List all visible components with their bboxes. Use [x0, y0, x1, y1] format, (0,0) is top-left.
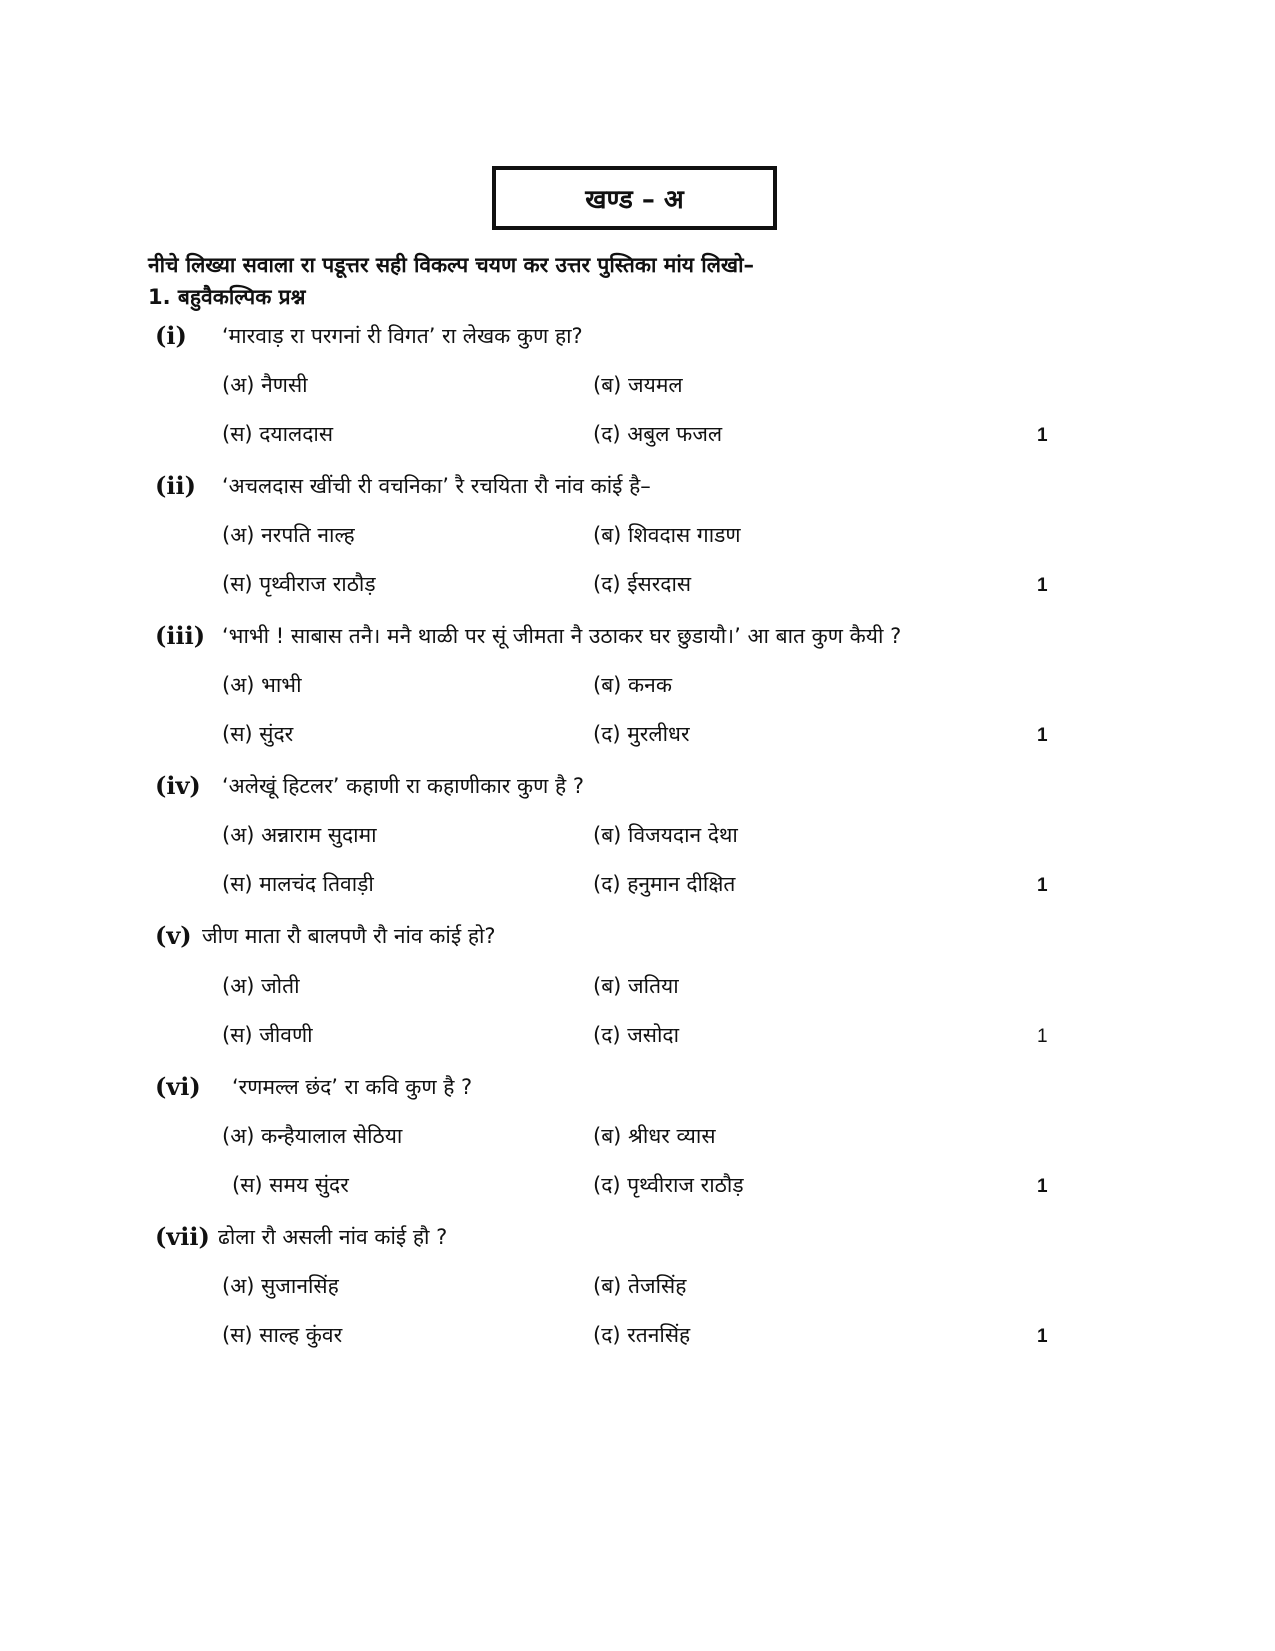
option-a: (अ) नरपति नाल्ह: [222, 523, 355, 547]
option-c: (स) मालचंद तिवाड़ी: [222, 872, 374, 896]
option-a: (अ) अन्नाराम सुदामा: [222, 823, 377, 847]
option-d: (द) अबुल फजल: [593, 422, 723, 446]
question-text: ‘रणमल्ल छंद’ रा कवि कुण है ?: [232, 1075, 473, 1099]
option-a: (अ) कन्हैयालाल सेठिया: [222, 1124, 403, 1148]
question-number: (iii): [155, 621, 206, 650]
sub-heading: 1. बहुवैकल्पिक प्रश्न: [148, 285, 306, 309]
option-d: (द) हनुमान दीक्षित: [593, 872, 736, 896]
option-c: (स) साल्ह कुंवर: [222, 1323, 343, 1347]
option-b: (ब) तेजसिंह: [593, 1274, 687, 1298]
option-d: (द) पृथ्वीराज राठौड़: [593, 1173, 744, 1197]
option-b: (ब) जतिया: [593, 974, 679, 998]
option-b: (ब) श्रीधर व्यास: [593, 1124, 716, 1148]
option-a: (अ) सुजानसिंह: [222, 1274, 339, 1298]
option-c: (स) समय सुंदर: [232, 1173, 349, 1197]
option-d: (द) ईसरदास: [593, 572, 692, 596]
marks: 1: [1037, 575, 1048, 596]
marks: 1: [1037, 1326, 1048, 1347]
option-b: (ब) जयमल: [593, 373, 683, 397]
question-number: (vi): [155, 1072, 201, 1101]
question-text: ‘मारवाड़ रा परगनां री विगत’ रा लेखक कुण हा?: [222, 324, 583, 348]
question-number: (iv): [155, 771, 201, 800]
question-text: ‘अलेखूं हिटलर’ कहाणी रा कहाणीकार कुण है ?: [222, 774, 585, 798]
question-number: (vii): [155, 1222, 210, 1251]
option-d: (द) मुरलीधर: [593, 722, 690, 746]
option-b: (ब) विजयदान देथा: [593, 823, 738, 847]
option-d: (द) रतनसिंह: [593, 1323, 691, 1347]
marks: 1: [1037, 1026, 1048, 1047]
marks: 1: [1037, 425, 1048, 446]
instruction-text: नीचे लिख्या सवाला रा पडूत्तर सही विकल्प चयण कर उत्तर पुस्तिका मांय लिखो–: [148, 253, 755, 277]
marks: 1: [1037, 725, 1048, 746]
option-a: (अ) जोती: [222, 974, 300, 998]
question-text: ‘भाभी ! साबास तनै। मनै थाळी पर सूं जीमता नै उठाकर घर छुडायौ।’ आ बात कुण कैयी ?: [222, 624, 902, 648]
option-c: (स) दयालदास: [222, 422, 334, 446]
marks: 1: [1037, 1176, 1048, 1197]
option-d: (द) जसोदा: [593, 1023, 680, 1047]
question-number: (v): [155, 921, 192, 950]
question-number: (i): [155, 321, 187, 350]
option-c: (स) जीवणी: [222, 1023, 313, 1047]
option-a: (अ) भाभी: [222, 673, 302, 697]
option-b: (ब) कनक: [593, 673, 672, 697]
question-text: जीण माता रौ बालपणै रौ नांव कांई हो?: [202, 924, 496, 948]
question-text: ढोला रौ असली नांव कांई हौ ?: [218, 1225, 448, 1249]
question-number: (ii): [155, 471, 196, 500]
option-b: (ब) शिवदास गाडण: [593, 523, 741, 547]
question-text: ‘अचलदास खींची री वचनिका’ रै रचयिता रौ नांव कांई है–: [222, 474, 651, 498]
section-title: खण्ड – अ: [585, 185, 684, 215]
option-c: (स) सुंदर: [222, 722, 294, 746]
option-c: (स) पृथ्वीराज राठौड़: [222, 572, 376, 596]
section-title-box: [492, 166, 777, 230]
marks: 1: [1037, 875, 1048, 896]
option-a: (अ) नैणसी: [222, 373, 308, 397]
